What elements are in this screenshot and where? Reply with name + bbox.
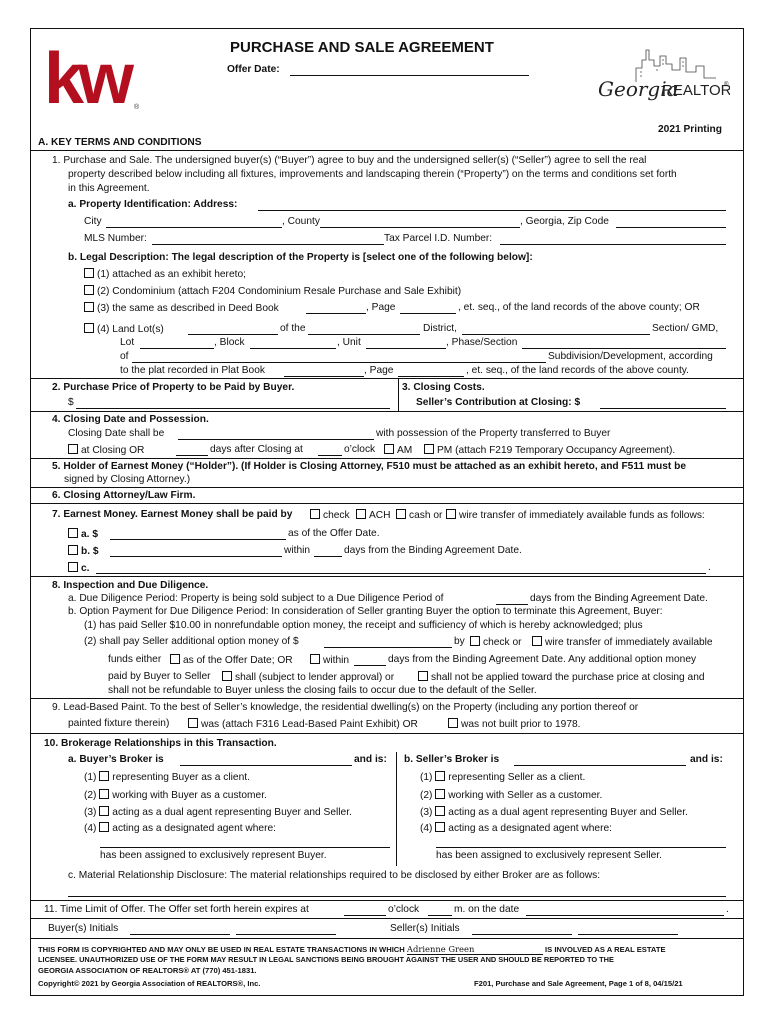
buyer-opt1-text: representing Buyer as a client. (112, 772, 250, 783)
kw-logo-text: kw (44, 45, 129, 113)
am-text: AM (397, 445, 413, 456)
em-b-end: days from the Binding Agreement Date. (344, 545, 522, 556)
buyers-broker-field[interactable] (180, 754, 352, 766)
em-c-option[interactable] (68, 562, 90, 575)
divider (30, 503, 744, 504)
address-field[interactable] (258, 199, 726, 211)
checkbox[interactable] (396, 509, 406, 519)
checkbox[interactable] (84, 285, 94, 295)
legal-opt3-text: (3) the same as described in Deed Book (97, 303, 279, 314)
form-id: F201, Purchase and Sale Agreement, Page 1 of 8, 04/15/21 (474, 979, 683, 988)
legal-opt4[interactable] (84, 323, 164, 336)
checkbox[interactable] (68, 528, 78, 538)
s8-label: 8. Inspection and Due Diligence. (52, 580, 209, 591)
divider (30, 487, 744, 488)
buyer-initials-field-1[interactable] (130, 923, 230, 935)
oclock-label: o’clock (344, 444, 376, 455)
em-wire-text: wire transfer of immediately available funds as follows: (459, 510, 705, 521)
mls-field[interactable] (152, 233, 384, 245)
printing-year: 2021 Printing (658, 124, 722, 135)
divider (30, 918, 744, 919)
option3-within-text: within (323, 655, 350, 666)
option3-end: days from the Binding Agreement Date. Any additional option money (388, 654, 697, 665)
page-title: PURCHASE AND SALE AGREEMENT (230, 39, 494, 56)
plat-label: to the plat recorded in Plat Book (120, 365, 265, 376)
buyer-designated-agent-field[interactable] (100, 836, 390, 848)
s2-label: 2. Purchase Price of Property to be Paid by Buyer. (52, 382, 295, 393)
divider (30, 733, 744, 734)
em-a-field[interactable] (110, 528, 286, 540)
mls-label: MLS Number: (84, 233, 147, 244)
dd-end: days from the Binding Agreement Date. (530, 593, 708, 604)
buyer-opt3-text: acting as a dual agent representing Buyer and Seller. (112, 807, 352, 818)
buyer-opt4-text: acting as a designated agent where: (112, 823, 276, 834)
option2-by: by (454, 636, 465, 647)
em-ach-option[interactable] (356, 509, 391, 522)
checkbox[interactable] (99, 789, 109, 799)
s10-label: 10. Brokerage Relationships in this Transaction. (44, 738, 277, 749)
deed-book-field[interactable] (306, 302, 366, 314)
legal-description-label (68, 252, 533, 264)
offer-date-field[interactable] (290, 64, 529, 76)
subdivision-label: Subdivision/Development, according (548, 351, 713, 362)
zip-label: , Georgia, Zip Code (520, 216, 609, 227)
expiry-date-field[interactable] (526, 904, 724, 916)
purchase-price-field[interactable] (76, 397, 390, 409)
sellers-broker-and-is: and is: (690, 754, 723, 765)
phase-field[interactable] (522, 337, 726, 349)
footer-line2: LICENSEE. UNAUTHORIZED USE OF THE FORM MAY RESULT IN LEGAL SANCTIONS BEING BROUGHT AGAINST THE USER AND SHOULD BE REPORTED TO THE (38, 955, 614, 964)
s3-label: 3. Closing Costs. (402, 382, 485, 393)
kw-trademark: ® (134, 104, 140, 111)
closing-date-field[interactable] (178, 428, 374, 440)
am-option[interactable] (384, 444, 412, 457)
lead-paint-was[interactable] (188, 718, 418, 731)
district-field[interactable] (308, 323, 420, 335)
land-lot-field[interactable] (188, 323, 278, 335)
checkbox[interactable] (446, 509, 456, 519)
tax-label: Tax Parcel I.D. Number: (384, 233, 493, 244)
em-wire-option[interactable] (446, 509, 705, 522)
checkbox[interactable] (435, 771, 445, 781)
checkbox[interactable] (222, 671, 232, 681)
of-label: of (120, 351, 129, 362)
block-field[interactable] (250, 337, 336, 349)
due-diligence-text: a. Due Diligence Period: Property is being sold subject to a Due Diligence Period of (68, 593, 444, 604)
lead-paint-was-not-text: was not built prior to 1978. (461, 719, 581, 730)
footer-line3: GEORGIA ASSOCIATION OF REALTORS® AT (770) 451-1831. (38, 966, 257, 975)
seller-opt4[interactable] (420, 822, 612, 835)
material-relationship-field[interactable] (68, 885, 726, 897)
divider (396, 752, 397, 866)
buyer-opt3-num: (3) (84, 807, 97, 818)
checkbox[interactable] (310, 509, 320, 519)
legal-opt4-text: (4) Land Lot(s) (97, 324, 164, 335)
option-days-field[interactable] (354, 654, 386, 666)
section-gmd-label: Section/ GMD, (652, 323, 719, 334)
at-closing-option[interactable] (68, 444, 144, 457)
divider (30, 458, 744, 459)
checkbox[interactable] (310, 654, 320, 664)
legal-opt2[interactable] (84, 285, 461, 298)
divider (30, 698, 744, 699)
lead-paint-was-not[interactable] (448, 718, 581, 731)
section-a-heading: A. KEY TERMS AND CONDITIONS (38, 137, 202, 148)
s1-line1: 1. Purchase and Sale. The undersigned buyer(s) (“Buyer”) agree to buy and the undersigned seller(s) (“Seller”) agree to sell the real (52, 155, 647, 166)
buyer-opt4-num: (4) (84, 823, 97, 834)
em-a-end: as of the Offer Date. (288, 528, 380, 539)
lead-paint-was-text: was (attach F316 Lead-Based Paint Exhibit) OR (201, 719, 418, 730)
buyer-opt2[interactable] (84, 789, 267, 802)
option5-line: shall not be refundable to Buyer unless the closing fails to occur due to the default of the Seller. (108, 685, 537, 696)
sellers-broker-label: b. Seller’s Broker is (404, 754, 500, 765)
em-a-text: a. $ (81, 529, 98, 540)
option3-within[interactable] (310, 654, 349, 667)
time-limit-line (44, 904, 309, 916)
option3-offer-date-text: as of the Offer Date; OR (183, 655, 293, 666)
time-oclock: o’clock (388, 904, 420, 915)
legal-b: b. Legal Description: The legal description of the Property is [select one of the following below]: (68, 252, 533, 263)
property-id-label: a. Property Identification: Address: (68, 199, 238, 210)
s2-dollar: $ (68, 397, 74, 408)
pm-option[interactable] (424, 444, 675, 457)
ga-logo-realtors: REALTOR (662, 82, 730, 99)
s5-line2: signed by Closing Attorney.) (64, 474, 191, 485)
checkbox[interactable] (84, 268, 94, 278)
divider (30, 900, 744, 901)
city-field[interactable] (106, 216, 282, 228)
footer-line1 (38, 944, 666, 955)
seller-initials-field-2[interactable] (578, 923, 678, 935)
phase-label: , Phase/Section (446, 337, 518, 348)
time-limit-text: 11. Time Limit of Offer. The Offer set forth herein expires at (44, 904, 309, 915)
option1-line: (1) has paid Seller $10.00 in nonrefundable option money, the receipt and sufficiency of which is hereby acknowledged; plus (84, 620, 643, 631)
lead-paint-a: painted fixture therein) (68, 718, 170, 729)
seller-opt4-text: acting as a designated agent where: (448, 823, 612, 834)
em-b-option[interactable] (68, 545, 99, 558)
em-b-field[interactable] (110, 545, 282, 557)
s5-line1: 5. Holder of Earnest Money (“Holder”). (If Holder is Closing Attorney, F510 must be attached as an exhibit hereto, and F511 must be (52, 461, 687, 472)
seller-opt2-num: (2) (420, 790, 433, 801)
lot-field[interactable] (140, 337, 214, 349)
s1-line3: in this Agreement. (68, 183, 150, 194)
buyers-broker-label: a. Buyer’s Broker is (68, 754, 164, 765)
seller-opt2-text: working with Seller as a customer. (448, 790, 603, 801)
seller-opt3-num: (3) (420, 807, 433, 818)
legal-opt1[interactable] (84, 268, 246, 281)
buyer-opt3[interactable] (84, 806, 352, 819)
option2-check[interactable] (470, 636, 522, 649)
material-relationship-line (68, 870, 600, 882)
em-c-text: c. (81, 563, 90, 574)
seller-assigned-text: has been assigned to exclusively represent Seller. (436, 850, 662, 861)
zip-field[interactable] (616, 216, 726, 228)
block-label: , Block (214, 337, 245, 348)
deed-page-label: , Page (366, 302, 396, 313)
seller-initials-label: Seller(s) Initials (390, 923, 460, 934)
seller-opt3-text: acting as a dual agent representing Buyer and Seller. (448, 807, 688, 818)
licensee-name[interactable]: Adrienne Green (407, 944, 543, 955)
seller-opt3[interactable] (420, 806, 688, 819)
checkbox[interactable] (435, 806, 445, 816)
buyer-assigned-text: has been assigned to exclusively represent Buyer. (100, 850, 327, 861)
kw-logo (44, 45, 144, 113)
em-c-field[interactable] (96, 562, 706, 574)
em-b-text: b. $ (81, 546, 99, 557)
option4-shall-not-text: shall not be applied toward the purchase price at closing and (431, 672, 705, 683)
time-date-label: m. on the date (454, 904, 520, 915)
legal-opt1-text: (1) attached as an exhibit hereto; (97, 269, 246, 280)
option2-wire-text: wire transfer of immediately available (545, 637, 713, 648)
lead-paint-text: 9. Lead-Based Paint. To the best of Seller’s knowledge, the residential dwelling(s) on the Property (including any portion thereof or (52, 702, 639, 713)
s1-line2: property described below including all fixtures, improvements and landscaping therein (“Property”) on the terms and conditions set forth (68, 169, 677, 180)
buyer-opt4[interactable] (84, 822, 276, 835)
legal-opt3[interactable] (84, 302, 279, 315)
tax-field[interactable] (500, 233, 726, 245)
of-the-label: of the (280, 323, 306, 334)
buyers-broker-and-is: and is: (354, 754, 387, 765)
checkbox[interactable] (99, 806, 109, 816)
sellers-broker-field[interactable] (514, 754, 686, 766)
option-money-field[interactable] (324, 636, 452, 648)
checkbox[interactable] (170, 654, 180, 664)
buyer-opt2-text: working with Buyer as a customer. (112, 790, 267, 801)
checkbox[interactable] (384, 444, 394, 454)
earnest-money-line (52, 509, 292, 521)
possession-label: with possession of the Property transferred to Buyer (376, 428, 611, 439)
days-after-label: days after Closing at (210, 444, 303, 455)
checkbox[interactable] (188, 718, 198, 728)
em-b-days-field[interactable] (314, 545, 342, 557)
divider (30, 411, 744, 412)
checkbox[interactable] (418, 671, 428, 681)
option4-shall[interactable] (222, 671, 394, 684)
checkbox[interactable] (356, 509, 366, 519)
em-a-option[interactable] (68, 528, 98, 541)
deed-end-label: , et. seq., of the land records of the above county; OR (458, 302, 700, 313)
unit-label: , Unit (337, 337, 361, 348)
plat-page-field[interactable] (398, 365, 464, 377)
unit-field[interactable] (366, 337, 446, 349)
seller-opt1-num: (1) (420, 772, 433, 783)
em-c-end: . (708, 562, 711, 573)
seller-opt2[interactable] (420, 789, 602, 802)
section-gmd-field[interactable] (462, 323, 650, 335)
checkbox[interactable] (99, 822, 109, 832)
checkbox[interactable] (68, 562, 78, 572)
em-ach-text: ACH (369, 510, 391, 521)
copyright: Copyright© 2021 by Georgia Association of REALTORS®, Inc. (38, 979, 261, 988)
footer-l1a: THIS FORM IS COPYRIGHTED AND MAY ONLY BE USED IN REAL ESTATE TRANSACTIONS IN WHICH (38, 945, 405, 954)
georgia-realtors-logo (596, 44, 730, 106)
checkbox[interactable] (68, 444, 78, 454)
buyer-opt2-num: (2) (84, 790, 97, 801)
s7-label: 7. Earnest Money. Earnest Money shall be paid by (52, 509, 293, 520)
closing-costs-field[interactable] (600, 397, 726, 409)
subdivision-field[interactable] (132, 351, 546, 363)
divider (30, 576, 744, 577)
lead-paint-line1 (52, 702, 638, 714)
buyer-initials-field-2[interactable] (236, 923, 336, 935)
em-cash-option[interactable] (396, 509, 442, 522)
time-end: . (726, 904, 729, 915)
s3-sub: Seller’s Contribution at Closing: $ (416, 397, 581, 408)
checkbox[interactable] (424, 444, 434, 454)
em-check-option[interactable] (310, 509, 350, 522)
seller-opt1-text: representing Seller as a client. (448, 772, 586, 783)
plat-book-field[interactable] (284, 365, 364, 377)
plat-page-label: , Page (364, 365, 394, 376)
material-relationship-text: c. Material Relationship Disclosure: The material relationships required to be disclosed by either Broker are as follows: (68, 870, 601, 881)
footer-l1b: IS INVOLVED AS A REAL ESTATE (545, 945, 666, 954)
offer-date-label: Offer Date: (227, 64, 280, 75)
checkbox[interactable] (84, 323, 94, 333)
lot-label: Lot (120, 337, 135, 348)
option3-offer-date[interactable] (170, 654, 293, 667)
seller-designated-agent-field[interactable] (436, 836, 726, 848)
seller-initials-field-1[interactable] (472, 923, 572, 935)
option4-a: paid by Buyer to Seller (108, 671, 211, 682)
option3-a: funds either (108, 654, 162, 665)
checkbox[interactable] (435, 789, 445, 799)
divider (30, 150, 744, 151)
oclock-field[interactable] (318, 444, 342, 456)
checkbox[interactable] (84, 302, 94, 312)
option2-line: (2) shall pay Seller additional option money of $ (84, 636, 299, 647)
buyer-initials-label: Buyer(s) Initials (48, 923, 119, 934)
checkbox[interactable] (532, 636, 542, 646)
divider (30, 378, 744, 379)
option2-wire[interactable] (532, 636, 713, 649)
option-payment-line: b. Option Payment for Due Diligence Period: In consideration of Seller granting Buyer the option to terminate this Agreement, Buyer: (68, 606, 663, 617)
dd-days-field[interactable] (496, 593, 528, 605)
checkbox[interactable] (435, 822, 445, 832)
due-diligence-line (68, 593, 443, 605)
plat-end-label: , et. seq., of the land records of the above county. (466, 365, 689, 376)
ampm-field[interactable] (428, 904, 452, 916)
option2-check-text: check or (483, 637, 522, 648)
closing-date-label: Closing Date shall be (68, 428, 165, 439)
seller-opt1[interactable] (420, 771, 585, 784)
option4-shall-not[interactable] (418, 671, 705, 684)
em-cash-text: cash or (409, 510, 443, 521)
seller-opt4-num: (4) (420, 823, 433, 834)
option4-shall-text: shall (subject to lender approval) or (235, 672, 395, 683)
checkbox[interactable] (448, 718, 458, 728)
legal-opt2-text: (2) Condominium (attach F204 Condominium Resale Purchase and Sale Exhibit) (97, 286, 462, 297)
city-label: City (84, 216, 102, 227)
checkbox[interactable] (99, 771, 109, 781)
divider (398, 378, 399, 411)
buyer-opt1-num: (1) (84, 772, 97, 783)
em-check-text: check (323, 510, 350, 521)
time-field[interactable] (344, 904, 386, 916)
county-label: , County (282, 216, 320, 227)
deed-page-field[interactable] (400, 302, 456, 314)
ga-trademark: ® (724, 82, 729, 88)
checkbox[interactable] (68, 545, 78, 555)
s6-label: 6. Closing Attorney/Law Firm. (52, 490, 196, 501)
days-after-field[interactable] (176, 444, 208, 456)
divider (30, 938, 744, 939)
pm-text: PM (attach F219 Temporary Occupancy Agreement). (437, 445, 676, 456)
checkbox[interactable] (470, 636, 480, 646)
at-closing-text: at Closing OR (81, 445, 145, 456)
ga-logo-georgia: Georgia (598, 77, 679, 101)
s4-label: 4. Closing Date and Possession. (52, 414, 209, 425)
em-b-mid: within (284, 545, 311, 556)
district-label: District, (423, 323, 457, 334)
buyer-opt1[interactable] (84, 771, 250, 784)
county-field[interactable] (320, 216, 520, 228)
